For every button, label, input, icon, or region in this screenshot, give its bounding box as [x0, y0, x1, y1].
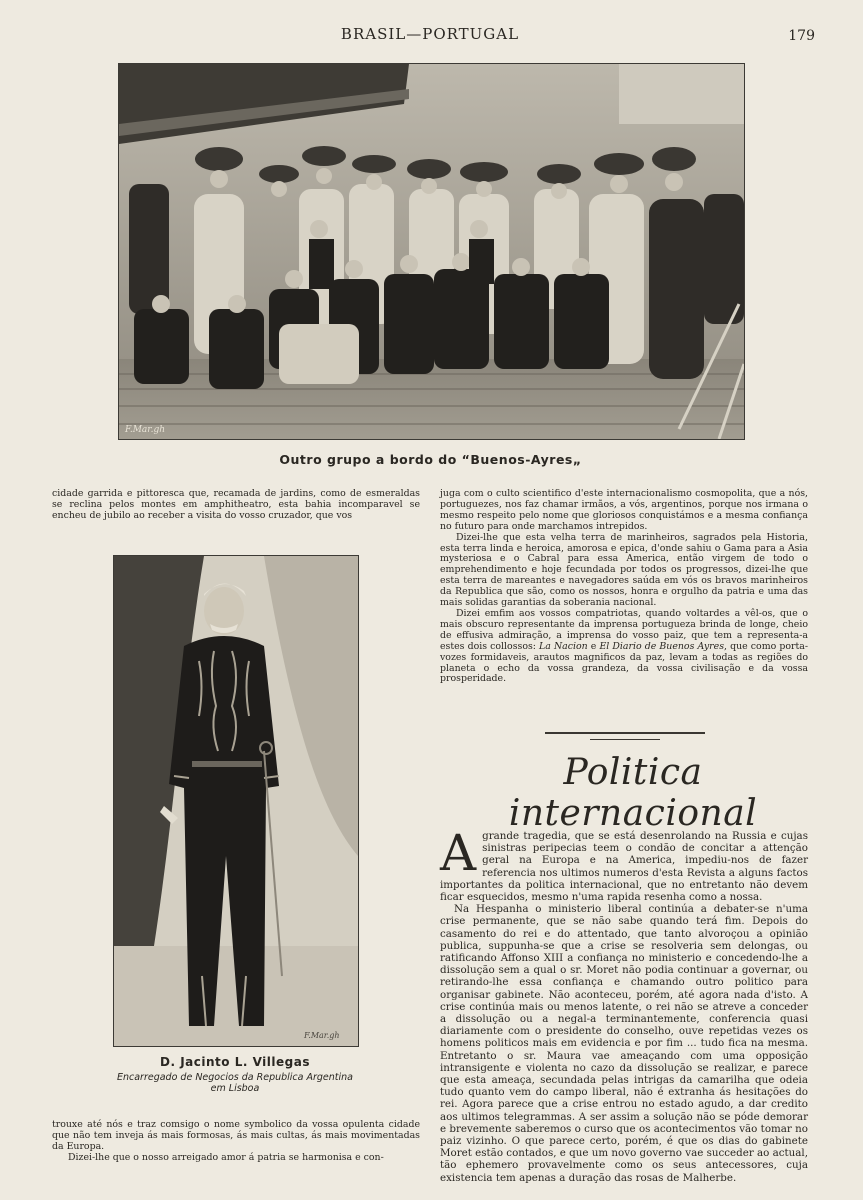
- portrait-signature: F.Mar.gh: [304, 1031, 340, 1040]
- right-paragraph-2: Dizei-lhe que esta velha terra de marinheiros, sagrados pela Historia, esta terra linda e heroica, amorosa e epica, d'onde sahiu o Gama para a Asia mysteriosa e o Cabral para essa America, então virgem de todo o emprehendimento e hoje fecundada por todos os progressos, dizei-lhe que esta terra de mareantes e navegadores saúda em vós os bravos marinheiros da Republica que são, como os nossos, honra e orgulho da patria e uma das mais solidas garantias da soberania nacional.: [440, 531, 808, 609]
- right-paragraph-1: juga com o culto scientifico d'este internacionalismo cosmopolita, que a nós, portuguezes, nos faz chamar irmãos, a vós, argentinos, porque nos irmana o mesmo respeito pelo nome que gloriosos conquistámos e a mesma confiança no futuro para onde marchamos intrepidos.: [440, 488, 808, 532]
- article-body: [440, 824, 809, 1184]
- portrait-photo: [113, 555, 359, 1047]
- newspaper-name-2: El Diario de Buenos Ayres: [599, 640, 725, 652]
- drop-cap: A: [440, 824, 477, 882]
- left-lower-paragraph-1: trouxe até nós e traz comsigo o nome symbolico da vossa opulenta cidade que não tem inveja ás mais formosas, ás mais cultas, ás mais movimentadas da Europa.: [52, 1119, 420, 1152]
- right-paragraph-3-part-c: , que como porta-vozes formidaveis, arautos magnificos da paz, levam a todas as regiões do planeta o echo da vossa grandeza, da vossa civilisação e da vossa prosperidade.: [440, 640, 808, 685]
- portrait-caption-name: D. Jacinto L. Villegas: [160, 1055, 310, 1069]
- portrait-caption-line-1: Encarregado de Negocios da Republica Argentina: [116, 1072, 354, 1083]
- running-header-title: BRASIL—PORTUGAL: [340, 25, 520, 43]
- left-upper-paragraph: cidade garrida e pittoresca que, recamada de jardins, como de esmeraldas se reclina pelos montes em amphitheatro, esta bahia incomparavel se encheu de jubilo ao receber a visita do vosso cruzador, que vos: [52, 488, 420, 521]
- group-photo: [118, 63, 745, 440]
- left-column-upper: [52, 489, 420, 522]
- left-column-lower: [52, 1120, 420, 1164]
- right-paragraph-3: [440, 609, 808, 685]
- group-photo-signature: F.Mar.gh: [125, 425, 166, 435]
- newspaper-name-1: La Nacion: [539, 640, 588, 652]
- section-divider: [545, 732, 705, 734]
- page-number: 179: [788, 28, 815, 44]
- portrait-illustration: [114, 556, 358, 1046]
- article-paragraph-1: [440, 824, 808, 904]
- section-title: Politica internacional: [508, 752, 758, 834]
- group-photo-caption: Outro grupo a bordo do “Buenos-Ayres„: [279, 452, 582, 467]
- group-photo-illustration: [119, 64, 744, 439]
- portrait-caption-line-2: em Lisboa: [210, 1083, 260, 1094]
- article-paragraph-1-text: grande tragedia, que se está desenrolando na Russia e cujas sinistras peripecias teem o condão de concitar a attenção geral na Europa e na America, impediu-nos de fazer referencia nos ultimos numeros d'esta Revista a alguns factos importantes da politica internacional, que no entretanto não devem ficar esquecidos, mesmo n'uma rapida resenha como a nossa.: [440, 830, 808, 904]
- article-paragraph-2: Na Hespanha o ministerio liberal continúa a debater-se n'uma crise permanente, que se não sabe quando terá fim. Depois do casamento do rei e do attentado, que tanto alvoroçou a opinião publica, suppunha-se que a crise se resolveria sem delongas, ou ratificando Affonso XIII a confiança no ministerio e concedendo-lhe a dissolução sem a qual o sr. Moret não podia continuar a governar, ou retirando-lhe essa confiança e chamando outro politico para organisar gabinete. Não aconteceu, porém, até agora nada d'isto. A crise continúa mais ou menos latente, o rei não se atreve a conceder a dissolução ou a negal-a terminantemente, conferencia quasi diariamente com o presidente do conselho, ouve repetidas vezes os homens politicos mais em evidencia e por fim ... tudo fica na mesma. Entretanto o sr. Maura vae ameaçando com uma opposição intransigente e violenta no cazo da dissolução se realizar, e parece que esta ameaça, secundada pelas intrigas da camarilha que odeia tudo quanto vem do campo liberal, não é extranha ás hesitações do rei. Agora parece que a crise entrou no estado agudo, a dar credito aos ultimos telegrammas. A ser assim a solução não se póde demorar e brevemente saberemos o curso que os acontecimentos vão tomar no paiz vizinho. O que parece certo, porém, é que os dias do gabinete Moret estão contados, e que um novo governo vae succeder ao actual, tão ephemero provavelmente como os seus antecessores, cuja existencia tem apenas a duração das rosas de Malherbe.: [440, 903, 809, 1184]
- right-paragraph-3-part-a: Dizei emfim aos vossos compatriotas, quando voltardes a vêl-os, que o mais obscuro representante da imprensa portugueza brinda de longe, cheio de effusiva admiração, a imprensa do vosso paiz, que tem a representa-a estes dois collossos:: [440, 607, 808, 652]
- portrait-caption-description: [113, 1072, 357, 1094]
- section-divider-short: [590, 739, 660, 740]
- right-column-upper: [440, 489, 808, 685]
- left-lower-paragraph-2: Dizei-lhe que o nosso arreigado amor á patria se harmonisa e con-: [68, 1151, 384, 1163]
- right-paragraph-3-part-b: e: [587, 640, 600, 652]
